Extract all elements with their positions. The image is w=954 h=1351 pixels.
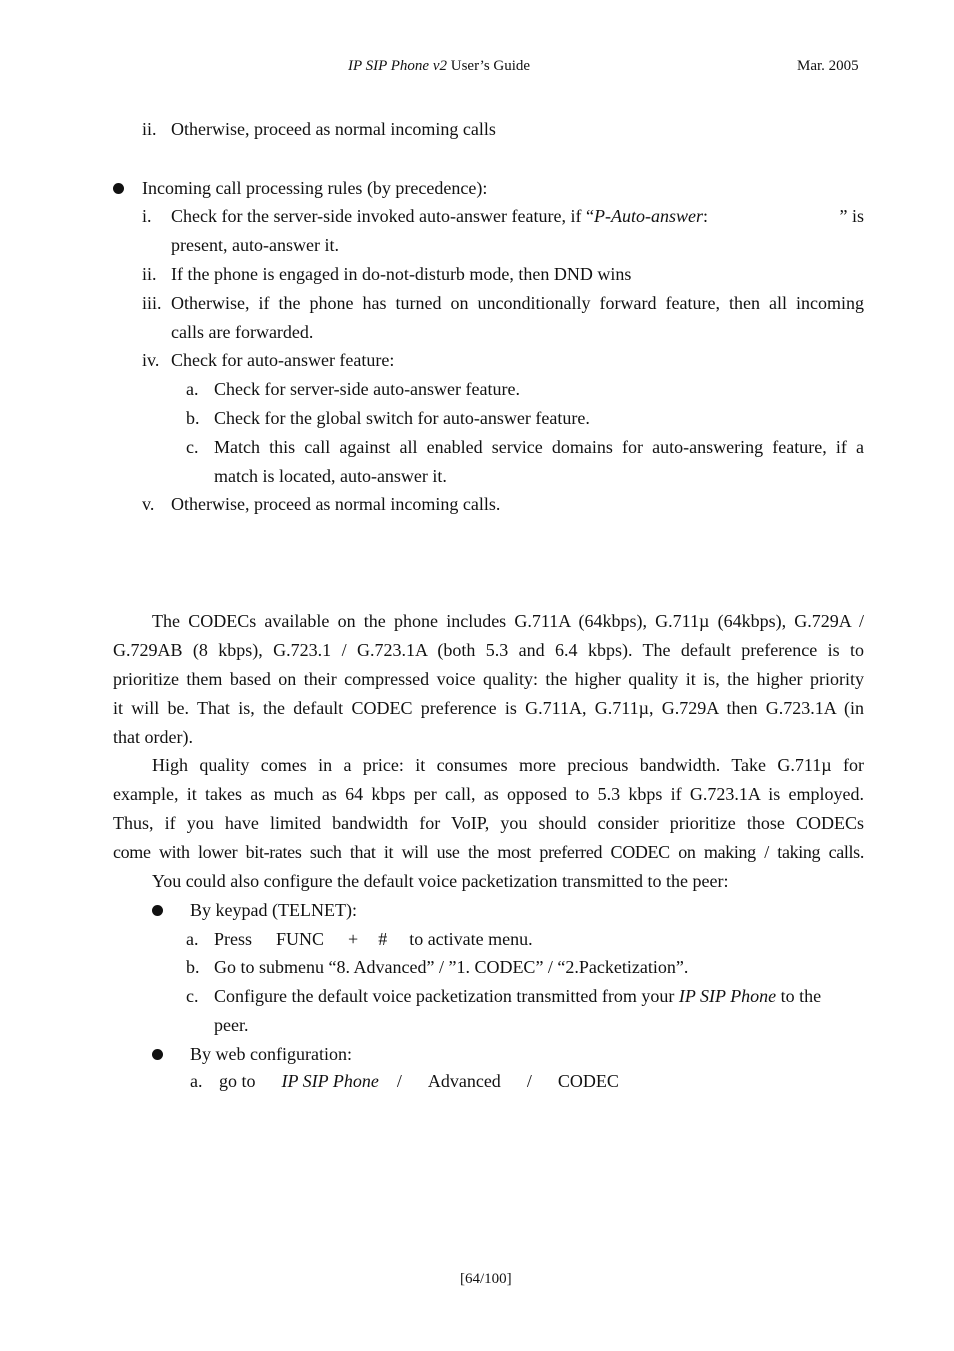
list-item-text: Otherwise, proceed as normal incoming calls	[171, 119, 496, 139]
list-number: ii.	[142, 119, 157, 139]
web-path-product: IP SIP Phone	[281, 1071, 379, 1091]
web-path-separator: /	[396, 1071, 402, 1091]
list-item-text: Check for server-side auto-answer feature.	[214, 379, 520, 399]
list-item-text	[214, 982, 821, 1011]
codec-paragraph-line: High quality comes in a price: it consumes more precious bandwidth. Take G.711µ for	[152, 755, 864, 775]
codec-paragraph-line: that order).	[113, 727, 193, 747]
running-header-title	[348, 58, 530, 75]
list-number: b.	[186, 957, 200, 977]
list-item-text: Check for the global switch for auto-answer feature.	[214, 408, 590, 428]
list-number: b.	[186, 408, 200, 428]
codec-paragraph-line: prioritize them based on their compressed voice quality: the higher quality it is, the higher priority	[113, 669, 864, 689]
web-heading: By web configuration:	[190, 1044, 352, 1064]
keypad-c-text: Configure the default voice packetization transmitted from your	[214, 986, 679, 1006]
list-number: iv.	[142, 350, 160, 370]
web-path-codec: CODEC	[557, 1071, 619, 1091]
codec-paragraph-line: Thus, if you have limited bandwidth for VoIP, you should consider prioritize those CODECs	[113, 813, 864, 833]
keypad-press-label: Press	[214, 929, 253, 949]
list-number: iii.	[142, 293, 162, 313]
page-number: [64/100]	[460, 1271, 512, 1287]
rule-i-colon: :	[702, 206, 708, 226]
keypad-c-product: IP SIP Phone	[678, 986, 777, 1006]
list-number: a.	[186, 929, 199, 949]
func-key-label: FUNC	[276, 929, 325, 949]
codec-paragraph-line: The CODECs available on the phone includes G.711A (64kbps), G.711µ (64kbps), G.729A /	[152, 611, 864, 631]
list-number: c.	[186, 437, 199, 457]
list-item-text: Check for auto-answer feature:	[171, 350, 395, 370]
web-path-advanced: Advanced	[427, 1071, 501, 1091]
list-item-text	[214, 925, 533, 954]
list-item-text: present, auto-answer it.	[171, 235, 339, 255]
codec-paragraph-line: come with lower bit-rates such that it will use the most preferred CODEC on making / taking calls.	[113, 842, 864, 862]
plus-sign: +	[348, 929, 359, 949]
list-item-text: match is located, auto-answer it.	[214, 466, 447, 486]
list-item-text	[171, 202, 864, 231]
keypad-heading: By keypad (TELNET):	[190, 900, 357, 920]
hash-key-label: #	[378, 929, 388, 949]
bullet-dot	[152, 905, 163, 916]
list-number: a.	[190, 1071, 203, 1091]
list-item-text: Otherwise, proceed as normal incoming calls.	[171, 494, 501, 514]
list-item-text: Match this call against all enabled service domains for auto-answering feature, if a	[214, 437, 864, 457]
keypad-c-text-end: to the	[776, 986, 822, 1006]
rule-i-text-end: ” is	[839, 206, 864, 226]
list-number: ii.	[142, 264, 157, 284]
rule-i-header-name: P-Auto-answer	[593, 206, 703, 226]
list-item-text: calls are forwarded.	[171, 322, 314, 342]
web-path-separator: /	[526, 1071, 532, 1091]
list-item-text: peer.	[214, 1015, 249, 1035]
codec-paragraph-line: example, it takes as much as 64 kbps per call, as opposed to 5.3 kbps if G.723.1A is employed.	[113, 784, 864, 804]
keypad-activate-text: to activate menu.	[409, 929, 533, 949]
list-number: a.	[186, 379, 199, 399]
bullet-dot	[152, 1049, 163, 1060]
list-item-text: Otherwise, if the phone has turned on unconditionally forward feature, then all incoming	[171, 293, 864, 313]
list-number: c.	[186, 986, 199, 1006]
codec-paragraph-line: it will be. That is, the default CODEC preference is G.711A, G.711µ, G.729A then G.723.1A (in	[113, 698, 864, 718]
list-item-text: Go to submenu “8. Advanced” / ”1. CODEC” / “2.Packetization”.	[214, 957, 689, 977]
running-header-date: Mar. 2005	[797, 58, 859, 74]
list-number: i.	[142, 206, 152, 226]
header-guide-label: User’s Guide	[447, 58, 531, 74]
rule-i-text: Check for the server-side invoked auto-answer feature, if “	[171, 206, 594, 226]
codec-paragraph-line: You could also configure the default voice packetization transmitted to the peer:	[152, 871, 729, 891]
list-item-text: If the phone is engaged in do-not-disturb mode, then DND wins	[171, 264, 632, 284]
rules-heading: Incoming call processing rules (by precedence):	[142, 178, 488, 198]
codec-paragraph-line: G.729AB (8 kbps), G.723.1 / G.723.1A (both 5.3 and 6.4 kbps). The default preference is to	[113, 640, 864, 660]
bullet-dot	[113, 183, 124, 194]
list-item-text	[219, 1067, 619, 1096]
header-product-name: IP SIP Phone v2	[348, 58, 448, 74]
list-number: v.	[142, 494, 155, 514]
web-goto-label: go to	[219, 1071, 256, 1091]
